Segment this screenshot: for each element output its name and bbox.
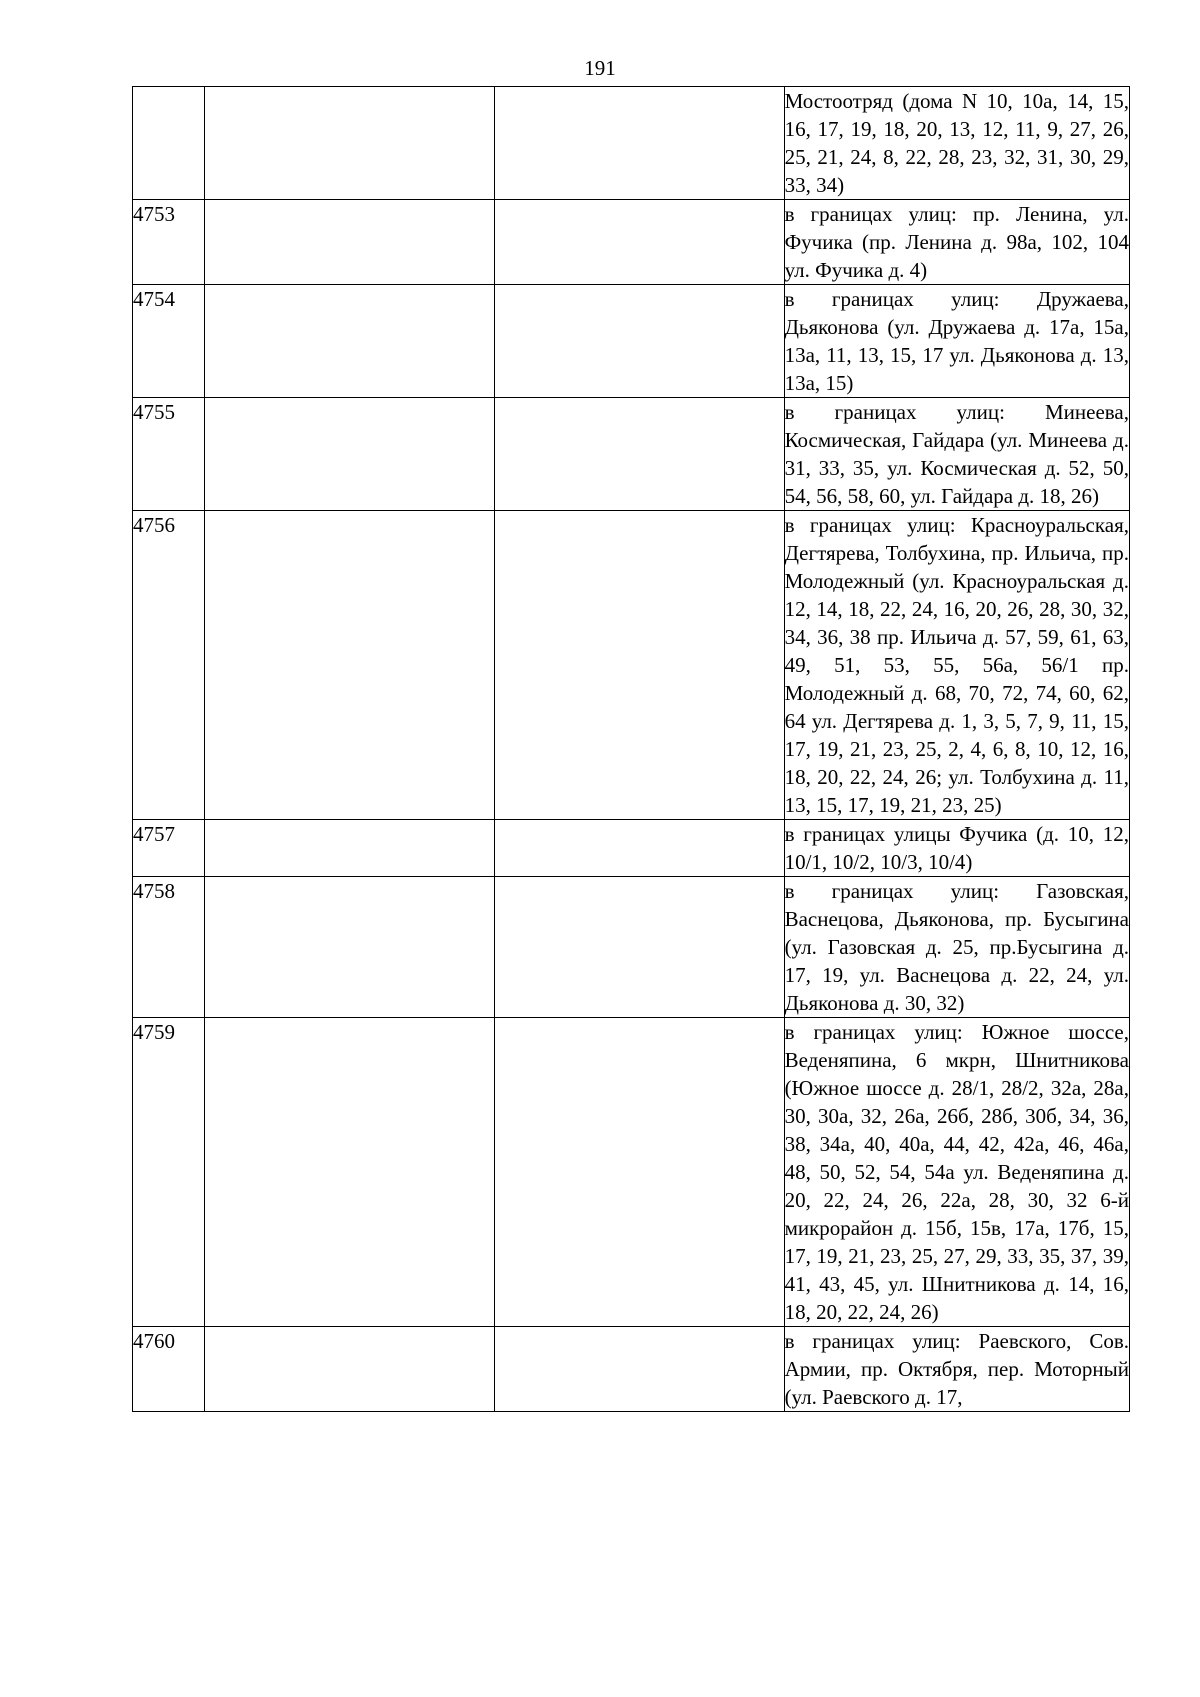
boundary-description-cell [784,200,1129,285]
boundary-description-cell [784,1018,1129,1327]
boundary-description: Мостоотряд (дома N 10, 10а, 14, 15, 16, 17, 19, 18, 20, 13, 12, 11, 9, 27, 26, 25, 21, 24, 8, 22, 28, 23, 32, 31, 30, 29, 33, 34) [784,89,1129,197]
table-row [133,511,1130,820]
table-row [133,200,1130,285]
boundary-description-cell [784,285,1129,398]
empty-cell [494,200,784,285]
empty-cell [204,87,494,200]
empty-cell [494,511,784,820]
table-row [133,1018,1130,1327]
empty-cell [494,398,784,511]
station-number-cell: 4756 [133,511,205,820]
empty-cell [494,285,784,398]
empty-cell [204,398,494,511]
station-number-cell: 4754 [133,285,205,398]
empty-cell [494,1327,784,1412]
boundary-description: в границах улиц: пр. Ленина, ул. Фучика (пр. Ленина д. 98а, 102, 104 ул. Фучика д. 4) [784,202,1129,282]
empty-cell [204,1018,494,1327]
empty-cell [204,1327,494,1412]
polling-stations-table [132,86,1130,1412]
boundary-description-cell [784,398,1129,511]
boundary-description-cell [784,820,1129,877]
empty-cell [494,820,784,877]
station-number-cell: 4760 [133,1327,205,1412]
station-number-cell: 4759 [133,1018,205,1327]
empty-cell [204,285,494,398]
table-row [133,87,1130,200]
empty-cell [204,200,494,285]
station-number-cell [133,87,205,200]
table-row [133,820,1130,877]
boundary-description-cell [784,1327,1129,1412]
boundary-description-cell [784,87,1129,200]
empty-cell [494,87,784,200]
boundary-description: в границах улиц: Красноуральская, Дегтярева, Толбухина, пр. Ильича, пр. Молодежный (ул. Красноуральская д. 12, 14, 18, 22, 24, 16, 20, 26, 28, 30, 32, 34, 36, 38 пр. Ильича д. 57, 59, 61, 63, 49, 51, 53, 55, 56а, 56/1 пр. Молодежный д. 68, 70, 72, 74, 60, 62, 64 ул. Дегтярева д. 1, 3, 5, 7, 9, 11, 15, 17, 19, 21, 23, 25, 2, 4, 6, 8, 10, 12, 16, 18, 20, 22, 24, 26; ул. Толбухина д. 11, 13, 15, 17, 19, 21, 23, 25) [784,513,1129,817]
station-number-cell: 4757 [133,820,205,877]
station-number-cell: 4758 [133,877,205,1018]
boundary-description-cell [784,877,1129,1018]
station-number-cell: 4753 [133,200,205,285]
table-row [133,285,1130,398]
station-number-cell: 4755 [133,398,205,511]
empty-cell [494,1018,784,1327]
boundary-description-cell [784,511,1129,820]
empty-cell [204,511,494,820]
boundary-description: в границах улиц: Южное шоссе, Веденяпина, 6 мкрн, Шнитникова (Южное шоссе д. 28/1, 28/2, 32а, 28а, 30, 30а, 32, 26а, 26б, 28б, 30б, 34, 36, 38, 34а, 40, 40а, 44, 42, 42а, 46, 46а, 48, 50, 52, 54, 54а ул. Веденяпина д. 20, 22, 24, 26, 22а, 28, 30, 32 6-й микрорайон д. 15б, 15в, 17а, 17б, 15, 17, 19, 21, 23, 25, 27, 29, 33, 35, 37, 39, 41, 43, 45, ул. Шнитникова д. 14, 16, 18, 20, 22, 24, 26) [784,1020,1129,1324]
empty-cell [494,877,784,1018]
table-row [133,398,1130,511]
page-number: 191 [584,56,616,80]
boundary-description: в границах улиц: Минеева, Космическая, Гайдара (ул. Минеева д. 31, 33, 35, ул. Космическая д. 52, 50, 54, 56, 58, 60, ул. Гайдара д. 18, 26) [784,400,1129,508]
boundary-description: в границах улиц: Раевского, Сов. Армии, пр. Октября, пер. Моторный (ул. Раевского д. 17, [784,1329,1129,1409]
boundary-description: в границах улицы Фучика (д. 10, 12, 10/1, 10/2, 10/3, 10/4) [784,822,1129,874]
empty-cell [204,877,494,1018]
empty-cell [204,820,494,877]
table-row [133,1327,1130,1412]
table-row [133,877,1130,1018]
boundary-description: в границах улиц: Газовская, Васнецова, Дьяконова, пр. Бусыгина (ул. Газовская д. 25, пр.Бусыгина д. 17, 19, ул. Васнецова д. 22, 24, ул. Дьяконова д. 30, 32) [784,879,1129,1015]
boundary-description: в границах улиц: Дружаева, Дьяконова (ул. Дружаева д. 17а, 15а, 13а, 11, 13, 15, 17 ул. Дьяконова д. 13, 13а, 15) [784,287,1129,395]
